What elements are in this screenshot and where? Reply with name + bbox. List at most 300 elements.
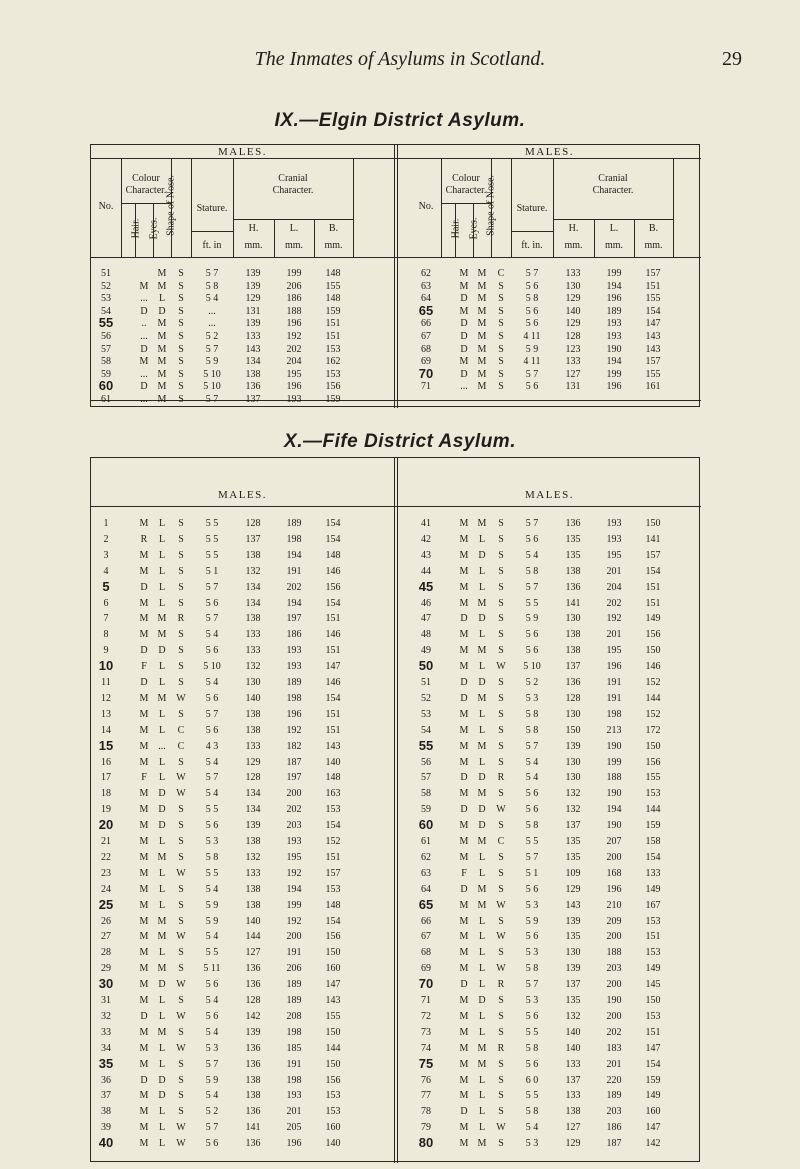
- cell-l-right: 196: [606, 661, 622, 673]
- center-divider: [397, 145, 398, 408]
- cell-b-left: 163: [325, 788, 341, 800]
- cell-hair-right: ...: [460, 381, 468, 393]
- cell-b-right: 156: [645, 756, 661, 768]
- cell-h-left: 128: [245, 518, 261, 529]
- cell-stature-left: 5 4: [205, 883, 219, 895]
- cell-l-left: 193: [286, 645, 302, 657]
- col-header-mm-left: mm.: [244, 240, 263, 251]
- cell-h-left: 133: [245, 867, 261, 879]
- cell-eyes-right: D: [478, 995, 486, 1006]
- cell-nose-right: R: [497, 1042, 505, 1054]
- cell-nose-left: W: [176, 692, 186, 704]
- header-rule: [91, 158, 701, 159]
- cell-b-right: 151: [645, 597, 661, 609]
- cell-l-left: 200: [286, 788, 302, 800]
- cell-eyes-right: D: [478, 549, 486, 561]
- cell-eyes-right: M: [477, 293, 487, 305]
- cell-b-left: 154: [325, 915, 341, 927]
- cell-row-no-right: 64: [421, 293, 431, 305]
- col-header-stature-right: Stature.: [516, 203, 548, 214]
- cell-b-left: 157: [325, 867, 341, 879]
- cell-h-right: 143: [565, 899, 581, 911]
- cell-l-left: 202: [286, 343, 302, 355]
- cell-row-no-left: 15: [98, 737, 114, 753]
- cell-eyes-left: L: [158, 293, 166, 305]
- cell-hair-right: M: [459, 947, 469, 959]
- cell-b-right: 147: [645, 1122, 661, 1134]
- cell-b-left: 159: [325, 305, 341, 317]
- cell-stature-right: 5 4: [525, 1122, 539, 1134]
- cell-stature-right: 5 8: [525, 293, 539, 305]
- cell-row-no-left: 11: [101, 677, 111, 688]
- cell-eyes-left: D: [158, 645, 166, 657]
- cell-eyes-right: L: [478, 1122, 486, 1134]
- cell-l-left: 194: [286, 549, 302, 561]
- cell-l-left: 186: [286, 629, 302, 641]
- cell-b-left: 143: [325, 740, 341, 752]
- cell-eyes-left: L: [158, 565, 166, 577]
- cell-h-right: 137: [565, 820, 581, 832]
- cell-hair-left: ..: [141, 318, 147, 330]
- cell-hair-right: D: [460, 677, 468, 688]
- cell-l-left: 196: [286, 708, 302, 720]
- cell-l-right: 196: [606, 883, 622, 895]
- cell-l-right: 209: [606, 915, 622, 927]
- cell-stature-left: 5 7: [205, 1122, 219, 1134]
- cell-b-left: 153: [325, 804, 341, 816]
- cell-b-left: 146: [325, 677, 341, 688]
- cell-b-right: 154: [645, 1058, 661, 1070]
- cell-row-no-right: 49: [421, 645, 431, 657]
- cell-nose-left: S: [178, 581, 184, 593]
- cell-eyes-right: L: [478, 565, 486, 577]
- cell-eyes-left: D: [158, 1090, 166, 1102]
- cell-nose-left: S: [178, 518, 184, 529]
- cell-row-no-right: 56: [421, 756, 431, 768]
- cell-b-left: 150: [325, 1058, 341, 1070]
- cell-eyes-right: L: [478, 963, 486, 975]
- cell-stature-left: 5 7: [205, 613, 219, 625]
- header-row-line-right: [441, 203, 491, 204]
- cell-eyes-right: M: [477, 1138, 487, 1150]
- cell-hair-right: M: [459, 740, 469, 752]
- cell-b-left: 151: [325, 645, 341, 657]
- cell-stature-right: 5 6: [525, 533, 539, 545]
- cell-nose-right: S: [498, 613, 504, 625]
- center-divider: [397, 458, 398, 1163]
- cell-h-right: 129: [565, 883, 581, 895]
- cell-eyes-right: M: [477, 381, 487, 393]
- cell-nose-left: S: [178, 394, 184, 405]
- cell-stature-left: 5 8: [205, 851, 219, 863]
- cell-nose-right: S: [498, 677, 504, 688]
- cell-b-right: 151: [645, 280, 661, 292]
- cell-b-right: 147: [645, 318, 661, 330]
- cell-eyes-left: M: [157, 318, 167, 330]
- cell-row-no-left: 32: [101, 1010, 111, 1022]
- cell-stature-left: 5 6: [205, 820, 219, 832]
- header-row-line-left: [121, 203, 171, 204]
- cell-stature-right: 5 8: [525, 724, 539, 736]
- cell-l-left: 206: [286, 280, 302, 292]
- cell-eyes-left: D: [158, 788, 166, 800]
- cell-nose-right: S: [498, 331, 504, 342]
- cell-hair-left: M: [139, 851, 149, 863]
- cell-h-right: 133: [565, 356, 581, 368]
- cell-hair-left: M: [139, 788, 149, 800]
- cell-b-left: 153: [325, 883, 341, 895]
- cell-nose-right: S: [498, 1106, 504, 1118]
- header-rule: [91, 506, 701, 507]
- cell-hair-right: M: [459, 645, 469, 657]
- col-header-cranial-left: Cranial Character.: [272, 173, 314, 196]
- cell-hair-left: M: [139, 549, 149, 561]
- cell-row-no-right: 58: [421, 788, 431, 800]
- cell-stature-left: 5 7: [205, 343, 219, 355]
- cell-eyes-left: M: [157, 356, 167, 368]
- cell-eyes-left: M: [157, 692, 167, 704]
- col-header-no-left: No.: [98, 201, 114, 212]
- cell-eyes-left: L: [158, 724, 166, 736]
- cell-nose-left: S: [178, 756, 184, 768]
- cell-l-right: 188: [606, 772, 622, 784]
- cell-nose-left: S: [178, 645, 184, 657]
- cell-stature-right: 4 11: [523, 356, 541, 368]
- cell-h-right: 130: [565, 280, 581, 292]
- page-number: 29: [722, 48, 742, 70]
- cell-hair-right: M: [459, 280, 469, 292]
- cell-l-left: 197: [286, 613, 302, 625]
- cell-eyes-left: L: [158, 661, 166, 673]
- cell-b-right: 153: [645, 947, 661, 959]
- cell-stature-right: 5 6: [525, 381, 539, 393]
- cell-b-right: 150: [645, 740, 661, 752]
- cell-row-no-right: 70: [418, 976, 434, 992]
- cell-stature-left: 5 4: [205, 1026, 219, 1038]
- cell-h-right: 135: [565, 533, 581, 545]
- cell-h-right: 136: [565, 518, 581, 529]
- cell-hair-left: D: [140, 581, 148, 593]
- col-header-colour-right: Colour Character.: [445, 173, 487, 196]
- cell-stature-left: 5 9: [205, 915, 219, 927]
- cell-stature-right: 5 6: [525, 629, 539, 641]
- cell-h-right: 132: [565, 1010, 581, 1022]
- cell-row-no-right: 74: [421, 1042, 431, 1054]
- cell-row-no-left: 22: [101, 851, 111, 863]
- cell-eyes-right: M: [477, 883, 487, 895]
- cell-l-left: 186: [286, 293, 302, 305]
- cell-stature-right: 5 10: [523, 661, 541, 673]
- cell-row-no-left: 35: [98, 1055, 114, 1071]
- cell-row-no-left: 58: [101, 356, 111, 368]
- cell-l-right: 193: [606, 318, 622, 330]
- col-header-mm-left: mm.: [284, 240, 304, 251]
- cell-b-left: 154: [325, 533, 341, 545]
- cell-row-no-left: 30: [98, 976, 114, 992]
- cell-h-left: 138: [245, 883, 261, 895]
- header-row-line-right: [553, 219, 673, 220]
- cell-stature-left: 5 9: [205, 356, 219, 368]
- cell-hair-left: M: [139, 820, 149, 832]
- cell-nose-left: S: [178, 661, 184, 673]
- cell-row-no-left: 19: [101, 804, 111, 816]
- cell-stature-right: 5 5: [525, 1090, 539, 1102]
- cell-hair-right: M: [459, 1122, 469, 1134]
- cell-eyes-right: L: [478, 708, 486, 720]
- cell-eyes-right: L: [478, 533, 486, 545]
- col-header-cranial-right: Cranial Character.: [592, 173, 634, 196]
- cell-row-no-right: 53: [421, 708, 431, 720]
- elgin-table: [90, 144, 700, 407]
- cell-eyes-left: L: [158, 581, 166, 593]
- cell-hair-left: M: [139, 867, 149, 879]
- cell-row-no-left: 2: [103, 533, 109, 545]
- cell-h-right: 150: [565, 724, 581, 736]
- cell-l-left: 199: [286, 268, 302, 279]
- cell-nose-right: S: [498, 565, 504, 577]
- cell-l-right: 193: [606, 533, 622, 545]
- cell-nose-left: S: [178, 268, 184, 279]
- cell-l-left: 193: [286, 661, 302, 673]
- cell-nose-right: S: [498, 756, 504, 768]
- cell-nose-right: S: [498, 645, 504, 657]
- cell-eyes-left: L: [158, 597, 166, 609]
- cell-hair-left: D: [140, 381, 148, 393]
- cell-eyes-right: L: [478, 1106, 486, 1118]
- cell-hair-right: M: [459, 915, 469, 927]
- cell-b-right: 146: [645, 661, 661, 673]
- cell-b-right: 141: [645, 533, 661, 545]
- cell-stature-right: 5 7: [525, 740, 539, 752]
- cell-hair-left: M: [139, 1042, 149, 1054]
- cell-l-right: 213: [606, 724, 622, 736]
- cell-l-left: 196: [286, 318, 302, 330]
- cell-b-left: 154: [325, 597, 341, 609]
- cell-eyes-right: M: [477, 368, 487, 380]
- cell-l-left: 189: [286, 979, 302, 991]
- cell-nose-right: S: [498, 947, 504, 959]
- cell-row-no-left: 21: [101, 836, 111, 847]
- cell-b-right: 150: [645, 645, 661, 657]
- cell-hair-left: M: [139, 756, 149, 768]
- cell-nose-right: S: [498, 995, 504, 1006]
- cell-h-left: 128: [245, 995, 261, 1006]
- cell-h-left: 139: [245, 820, 261, 832]
- cell-b-left: 151: [325, 318, 341, 330]
- cell-hair-right: M: [459, 629, 469, 641]
- cell-l-right: 195: [606, 645, 622, 657]
- cell-hair-left: M: [139, 1026, 149, 1038]
- cell-row-no-left: 27: [101, 931, 111, 943]
- cell-stature-right: 5 7: [525, 979, 539, 991]
- cell-nose-left: S: [178, 1106, 184, 1118]
- cell-stature-left: 5 5: [205, 518, 219, 529]
- col-header-mm-left: mm.: [324, 240, 343, 251]
- cell-b-right: 159: [645, 1074, 661, 1086]
- cell-l-left: 192: [286, 724, 302, 736]
- cell-eyes-right: M: [477, 597, 487, 609]
- cell-row-no-right: 69: [421, 356, 431, 368]
- cell-hair-right: M: [459, 724, 469, 736]
- cell-b-left: 148: [325, 772, 341, 784]
- cell-eyes-right: L: [478, 979, 486, 991]
- cell-row-no-left: 23: [101, 867, 111, 879]
- cell-h-right: 138: [565, 565, 581, 577]
- col-header-no-right: No.: [418, 201, 434, 212]
- cell-eyes-right: L: [478, 1074, 486, 1086]
- cell-h-left: 138: [245, 1090, 261, 1102]
- running-header: [0, 48, 800, 74]
- cell-row-no-left: 18: [101, 788, 111, 800]
- cell-b-left: 143: [325, 995, 341, 1006]
- cell-eyes-left: L: [158, 677, 166, 688]
- cell-row-no-right: 59: [421, 804, 431, 816]
- cell-h-left: 128: [245, 772, 261, 784]
- cell-hair-left: M: [139, 804, 149, 816]
- cell-l-right: 201: [606, 629, 622, 641]
- cell-row-no-left: 36: [101, 1074, 111, 1086]
- header-col-line-right: [673, 158, 674, 257]
- cell-stature-left: 5 3: [205, 1042, 219, 1054]
- cell-stature-left: 5 4: [205, 1090, 219, 1102]
- cell-b-right: 154: [645, 565, 661, 577]
- cell-h-left: 129: [245, 293, 261, 305]
- cell-hair-right: M: [459, 899, 469, 911]
- cell-nose-right: W: [496, 963, 506, 975]
- cell-b-left: 159: [325, 394, 341, 405]
- cell-row-no-right: 80: [418, 1135, 434, 1151]
- cell-h-left: 142: [245, 1010, 261, 1022]
- cell-b-left: 151: [325, 613, 341, 625]
- cell-l-right: 193: [606, 331, 622, 342]
- cell-stature-left: 5 7: [205, 268, 219, 279]
- cell-hair-left: M: [139, 708, 149, 720]
- cell-row-no-right: 54: [421, 724, 431, 736]
- cell-l-right: 190: [606, 343, 622, 355]
- cell-b-left: 153: [325, 343, 341, 355]
- cell-b-left: 154: [325, 820, 341, 832]
- cell-hair-right: D: [460, 368, 468, 380]
- cell-nose-left: C: [177, 740, 185, 752]
- cell-hair-right: M: [459, 851, 469, 863]
- cell-hair-left: D: [140, 677, 148, 688]
- cell-b-right: 142: [645, 1138, 661, 1150]
- cell-nose-left: W: [176, 1042, 186, 1054]
- cell-h-left: 134: [245, 804, 261, 816]
- cell-nose-right: S: [498, 549, 504, 561]
- cell-hair-right: M: [459, 533, 469, 545]
- cell-b-left: 140: [325, 1138, 341, 1150]
- center-divider: [394, 458, 395, 1163]
- cell-eyes-right: L: [478, 661, 486, 673]
- cell-hair-left: M: [139, 1058, 149, 1070]
- cell-h-right: 137: [565, 661, 581, 673]
- cell-eyes-left: L: [158, 883, 166, 895]
- cell-hair-right: D: [460, 883, 468, 895]
- cell-b-left: 154: [325, 692, 341, 704]
- cell-nose-left: R: [177, 613, 185, 625]
- cell-eyes-right: M: [477, 1042, 487, 1054]
- cell-b-right: 150: [645, 995, 661, 1006]
- cell-l-left: 204: [286, 356, 302, 368]
- cell-l-right: 203: [606, 963, 622, 975]
- cell-l-left: 182: [286, 740, 302, 752]
- cell-b-left: 154: [325, 518, 341, 529]
- cell-l-right: 200: [606, 851, 622, 863]
- col-header-eyes-left: Eyes.: [148, 217, 160, 240]
- cell-eyes-left: M: [157, 963, 167, 975]
- cell-row-no-right: 60: [418, 817, 434, 833]
- cell-stature-right: 5 9: [525, 613, 539, 625]
- cell-stature-left: ...: [208, 318, 216, 330]
- cell-nose-left: S: [178, 280, 184, 292]
- cell-h-right: 130: [565, 772, 581, 784]
- cell-stature-right: 5 6: [525, 305, 539, 317]
- col-header-l-left: L.: [289, 223, 299, 234]
- cell-l-left: 194: [286, 597, 302, 609]
- cell-h-right: 133: [565, 1090, 581, 1102]
- cell-nose-left: S: [178, 1026, 184, 1038]
- cell-l-left: 191: [286, 947, 302, 959]
- cell-nose-right: S: [498, 708, 504, 720]
- cell-stature-right: 5 4: [525, 756, 539, 768]
- cell-l-right: 188: [606, 947, 622, 959]
- cell-l-right: 203: [606, 1106, 622, 1118]
- cell-h-left: 144: [245, 931, 261, 943]
- cell-stature-right: 5 3: [525, 947, 539, 959]
- cell-stature-right: 5 8: [525, 1106, 539, 1118]
- cell-l-right: 191: [606, 692, 622, 704]
- cell-h-left: 139: [245, 318, 261, 330]
- cell-row-no-right: 62: [421, 268, 431, 279]
- cell-hair-right: D: [460, 293, 468, 305]
- cell-l-left: 196: [286, 1138, 302, 1150]
- cell-eyes-left: D: [158, 804, 166, 816]
- cell-stature-right: 5 4: [525, 772, 539, 784]
- cell-stature-left: 5 10: [203, 661, 221, 673]
- cell-l-right: 168: [606, 867, 622, 879]
- cell-row-no-right: 79: [421, 1122, 431, 1134]
- cell-h-left: 140: [245, 915, 261, 927]
- cell-nose-right: S: [498, 851, 504, 863]
- cell-b-right: 143: [645, 343, 661, 355]
- cell-b-left: 151: [325, 708, 341, 720]
- cell-b-left: 146: [325, 629, 341, 641]
- cell-row-no-right: 63: [421, 280, 431, 292]
- cell-b-right: 144: [645, 692, 661, 704]
- cell-b-right: 159: [645, 820, 661, 832]
- cell-stature-right: 5 8: [525, 820, 539, 832]
- cell-hair-right: D: [460, 331, 468, 342]
- cell-stature-right: 5 6: [525, 318, 539, 330]
- cell-b-left: 152: [325, 836, 341, 847]
- cell-stature-right: 5 8: [525, 1042, 539, 1054]
- cell-l-right: 190: [606, 788, 622, 800]
- cell-row-no-left: 17: [101, 772, 111, 784]
- cell-l-left: 185: [286, 1042, 302, 1054]
- cell-stature-right: 5 9: [525, 343, 539, 355]
- col-header-ftin-left: ft. in: [202, 240, 222, 251]
- cell-h-right: 135: [565, 931, 581, 943]
- cell-stature-right: 5 4: [525, 549, 539, 561]
- cell-eyes-right: M: [477, 518, 487, 529]
- cell-nose-left: S: [178, 995, 184, 1006]
- cell-h-left: 133: [245, 645, 261, 657]
- cell-l-left: 199: [286, 899, 302, 911]
- cell-h-left: 143: [245, 343, 261, 355]
- cell-hair-right: M: [459, 995, 469, 1006]
- cell-stature-left: 5 5: [205, 947, 219, 959]
